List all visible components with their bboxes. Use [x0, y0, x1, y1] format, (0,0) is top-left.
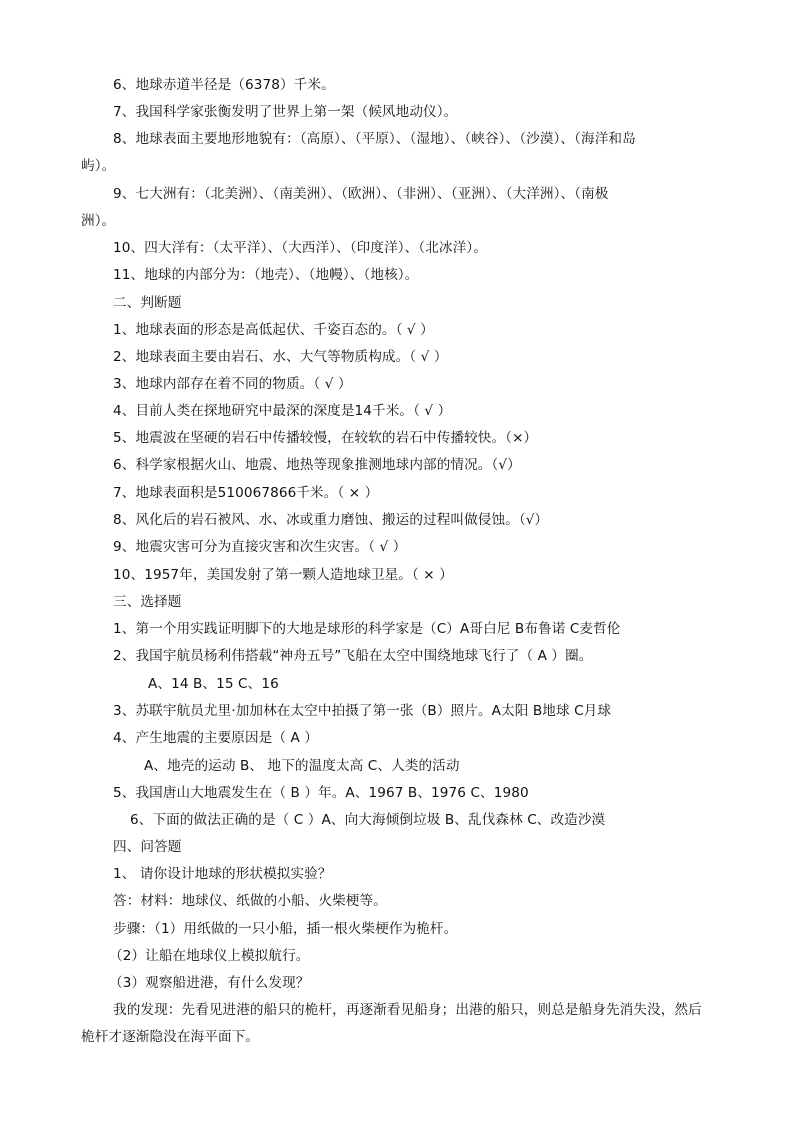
- section-heading-qa: 四、问答题: [113, 839, 182, 855]
- qa-answer-finding: 我的发现：先看见进港的船只的桅杆，再逐渐看见船身；出港的船只，则总是船身先消失没，然后: [113, 1002, 702, 1018]
- qa-answer-materials: 答：材料：地球仪、纸做的小船、火柴梗等。: [113, 893, 387, 909]
- choice-item-6: 6、下面的做法正确的是（ C ）A、向大海倾倒垃圾 B、乱伐森林 C、改造沙漠: [130, 812, 606, 828]
- qa-answer-finding-cont: 桅杆才逐渐隐没在海平面下。: [81, 1029, 260, 1045]
- judgement-item-9: 9、地震灾害可分为直接灾害和次生灾害。（ √ ）: [113, 539, 407, 555]
- fill-item-10: 10、四大洋有：（太平洋）、（大西洋）、（印度洋）、（北冰洋）。: [113, 240, 487, 256]
- fill-item-9: 9、七大洲有：（北美洲）、（南美洲）、（欧洲）、（非洲）、（亚洲）、（大洋洲）、（南极: [113, 186, 609, 202]
- qa-answer-step-1: 步骤：（1）用纸做的一只小船，插一根火柴梗作为桅杆。: [113, 921, 458, 937]
- fill-item-9-cont: 洲）。: [81, 213, 116, 229]
- choice-item-1: 1、第一个用实践证明脚下的大地是球形的科学家是（C）A哥白尼 B布鲁诺 C麦哲伦: [113, 621, 621, 637]
- choice-item-2-options: A、14 B、15 C、16: [148, 676, 279, 692]
- fill-item-11: 11、地球的内部分为：（地壳）、（地幔）、（地核）。: [113, 267, 419, 283]
- judgement-item-2: 2、地球表面主要由岩石、水、大气等物质构成。（ √ ）: [113, 349, 448, 365]
- choice-item-5: 5、我国唐山大地震发生在（ B ）年。A、1967 B、1976 C、1980: [113, 785, 529, 801]
- qa-answer-step-3: （3）观察船进港，有什么发现？: [109, 975, 310, 991]
- judgement-item-6: 6、科学家根据火山、地震、地热等现象推测地球内部的情况。（√）: [113, 457, 521, 473]
- section-heading-judgement: 二、判断题: [113, 295, 182, 311]
- section-heading-choice: 三、选择题: [113, 594, 182, 610]
- fill-item-7: 7、我国科学家张衡发明了世界上第一架（候风地动仪）。: [113, 104, 458, 120]
- judgement-item-10: 10、1957年，美国发射了第一颗人造地球卫星。（ × ）: [113, 567, 453, 583]
- choice-item-4-options: A、地壳的运动 B、 地下的温度太高 C、人类的活动: [144, 758, 460, 774]
- fill-item-6: 6、地球赤道半径是（6378）千米。: [113, 77, 335, 93]
- judgement-item-3: 3、地球内部存在着不同的物质。（ √ ）: [113, 376, 352, 392]
- judgement-item-8: 8、风化后的岩石被风、水、冰或重力磨蚀、搬运的过程叫做侵蚀。（√）: [113, 512, 549, 528]
- judgement-item-1: 1、地球表面的形态是高低起伏、千姿百态的。（ √ ）: [113, 322, 434, 338]
- choice-item-4: 4、产生地震的主要原因是（ A ）: [113, 730, 319, 746]
- choice-item-2: 2、我国宇航员杨利伟搭载“神舟五号”飞船在太空中围绕地球飞行了（ A ）圈。: [113, 648, 593, 664]
- qa-answer-step-2: （2）让船在地球仪上模拟航行。: [109, 948, 310, 964]
- fill-item-8-cont: 屿）。: [81, 158, 116, 174]
- qa-question-1: 1、 请你设计地球的形状模拟实验？: [113, 866, 332, 882]
- judgement-item-5: 5、地震波在坚硬的岩石中传播较慢，在较软的岩石中传播较快。（×）: [113, 430, 538, 446]
- judgement-item-7: 7、地球表面积是510067866千米。（ × ）: [113, 485, 379, 501]
- fill-item-8: 8、地球表面主要地形地貌有：（高原）、（平原）、（湿地）、（峡谷）、（沙漠）、（海洋和岛: [113, 131, 636, 147]
- judgement-item-4: 4、目前人类在探地研究中最深的深度是14千米。（ √ ）: [113, 403, 452, 419]
- choice-item-3: 3、苏联宇航员尤里·加加林在太空中拍摄了第一张（B）照片。A太阳 B地球 C月球: [113, 703, 612, 719]
